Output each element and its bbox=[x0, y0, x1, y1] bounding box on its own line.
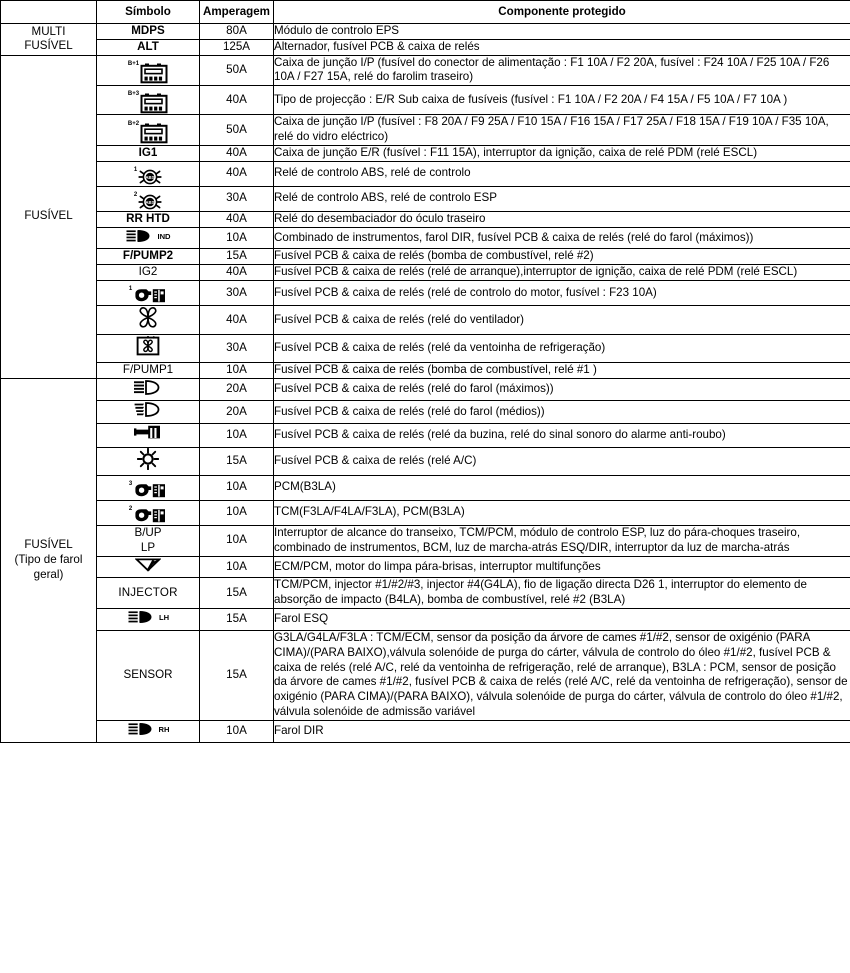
symbol-superscript: B+2 bbox=[127, 121, 140, 128]
symbol-cell bbox=[97, 401, 200, 424]
symbol-cell bbox=[97, 334, 200, 362]
cooling-fan-icon bbox=[136, 335, 160, 357]
amperage-cell: 10A bbox=[200, 720, 274, 742]
amperage-cell: 40A bbox=[200, 86, 274, 115]
symbol-cell bbox=[97, 161, 200, 186]
symbol-cell bbox=[97, 378, 200, 401]
table-row bbox=[1, 227, 850, 249]
symbol-cell: IG2 bbox=[97, 265, 200, 281]
headlamp-icon bbox=[125, 228, 155, 244]
component-cell: Relé de controlo ABS, relé de controlo ESP bbox=[274, 186, 850, 211]
table-row bbox=[1, 334, 850, 362]
component-cell: Caixa de junção I/P (fusível : F8 20A / F9 25A / F10 15A / F16 15A / F17 25A / F18 15A / F19 10A / F35 10A, relé do vidro eléctrico) bbox=[274, 115, 850, 146]
cooling-fan-icon bbox=[136, 335, 160, 357]
symbol-superscript: B+3 bbox=[127, 91, 140, 98]
component-cell: G3LA/G4LA/F3LA : TCM/ECM, sensor da posição da árvore de cames #1/#2, sensor de oxigénio (PARA CIMA)/(PARA BAIXO),válvula solenóide de purga do cárter, válvula de controlo do óleo #1/#2, fusível PCB & caixa de relés (relé A/C, relé da ventoinha de refrigeração, relé de arranque), B3LA : PCM, sensor de posição da árvore de cames #1/#2, fusível PCB & caixa de relés (relé A/C, relé da ventoinha de refrigeração), sensor de oxigénio (PARA CIMA)/(PARA BAIXO), válvula solenóide de purga do cárter, válvula de controlo do óleo #1/#2, válvula solenóide de admissão variável bbox=[274, 630, 850, 720]
high-beam-icon bbox=[132, 379, 164, 396]
table-row bbox=[1, 401, 850, 424]
amperage-cell: 10A bbox=[200, 556, 274, 578]
component-cell: Fusível PCB & caixa de relés (relé da ventoinha de refrigeração) bbox=[274, 334, 850, 362]
symbol-cell bbox=[97, 720, 200, 742]
battery-icon bbox=[128, 62, 168, 84]
component-cell: Fusível PCB & caixa de relés (relé do farol (máximos)) bbox=[274, 378, 850, 401]
battery-icon bbox=[128, 92, 168, 114]
amperage-cell: 15A bbox=[200, 630, 274, 720]
symbol-cell bbox=[97, 609, 200, 631]
symbol-cell bbox=[97, 448, 200, 476]
table-row bbox=[1, 525, 850, 556]
table-row bbox=[1, 161, 850, 186]
table-row bbox=[1, 211, 850, 227]
high-beam-icon bbox=[132, 379, 164, 396]
headlamp-icon bbox=[127, 609, 169, 625]
component-cell: PCM(B3LA) bbox=[274, 475, 850, 500]
component-cell: Relé de controlo ABS, relé de controlo bbox=[274, 161, 850, 186]
abs-icon bbox=[138, 193, 162, 211]
section-label: FUSÍVEL bbox=[1, 55, 97, 378]
amperage-cell: 40A bbox=[200, 306, 274, 335]
component-cell: Interruptor de alcance do transeixo, TCM/PCM, módulo de controlo ESP, luz do pára-choques traseiro, combinado de instrumentos, BCM, luz de marcha-atrás ESQ/DIR, interruptor da luz de marcha-atrás bbox=[274, 525, 850, 556]
component-cell: Fusível PCB & caixa de relés (relé de controlo do motor, fusível : F23 10A) bbox=[274, 281, 850, 306]
headlamp-icon bbox=[125, 228, 170, 244]
symbol-superscript: 3 bbox=[128, 480, 133, 487]
component-cell: Relé do desembaciador do óculo traseiro bbox=[274, 211, 850, 227]
header-component: Componente protegido bbox=[274, 1, 850, 24]
table-row bbox=[1, 86, 850, 115]
amperage-cell: 50A bbox=[200, 115, 274, 146]
battery-icon bbox=[140, 62, 168, 84]
engine-control-icon bbox=[129, 482, 167, 500]
horn-icon bbox=[133, 424, 163, 442]
component-cell: Caixa de junção I/P (fusível do conector de alimentação : F1 10A / F2 20A, fusível : F24 10A / F25 10A / F26 10A / F27 15A, relé do farolim traseiro) bbox=[274, 55, 850, 86]
table-row bbox=[1, 265, 850, 281]
windshield-wiper-icon bbox=[135, 557, 161, 573]
table-row bbox=[1, 720, 850, 742]
table-row bbox=[1, 145, 850, 161]
abs-icon bbox=[134, 168, 162, 186]
engine-control-icon bbox=[129, 287, 167, 305]
low-beam-icon bbox=[132, 401, 164, 418]
symbol-cell bbox=[97, 500, 200, 525]
component-cell: Farol ESQ bbox=[274, 609, 850, 631]
symbol-cell bbox=[97, 186, 200, 211]
battery-icon bbox=[128, 122, 168, 144]
symbol-cell bbox=[97, 227, 200, 249]
headlamp-icon bbox=[127, 721, 170, 737]
section-label: FUSÍVEL (Tipo de farol geral) bbox=[1, 378, 97, 742]
symbol-cell: IG1 bbox=[97, 145, 200, 161]
svg-text:ABS: ABS bbox=[145, 199, 155, 205]
symbol-superscript: 2 bbox=[133, 191, 138, 198]
symbol-suffix: LH bbox=[158, 613, 170, 623]
component-cell: Fusível PCB & caixa de relés (relé do farol (médios)) bbox=[274, 401, 850, 424]
symbol-cell bbox=[97, 115, 200, 146]
symbol-cell bbox=[97, 281, 200, 306]
symbol-cell: F/PUMP1 bbox=[97, 362, 200, 378]
battery-icon bbox=[140, 122, 168, 144]
amperage-cell: 10A bbox=[200, 500, 274, 525]
component-cell: Combinado de instrumentos, farol DIR, fusível PCB & caixa de relés (relé do farol (máximos)) bbox=[274, 227, 850, 249]
table-row bbox=[1, 249, 850, 265]
symbol-cell bbox=[97, 86, 200, 115]
amperage-cell: 125A bbox=[200, 39, 274, 55]
symbol-superscript: 2 bbox=[128, 505, 133, 512]
amperage-cell: 10A bbox=[200, 424, 274, 448]
blower-fan-icon bbox=[136, 306, 160, 329]
low-beam-icon bbox=[132, 401, 164, 418]
component-cell: Módulo de controlo EPS bbox=[274, 24, 850, 40]
header-row bbox=[1, 1, 850, 24]
table-row bbox=[1, 556, 850, 578]
amperage-cell: 40A bbox=[200, 161, 274, 186]
amperage-cell: 30A bbox=[200, 186, 274, 211]
amperage-cell: 10A bbox=[200, 475, 274, 500]
amperage-cell: 50A bbox=[200, 55, 274, 86]
table-row bbox=[1, 24, 850, 40]
amperage-cell: 30A bbox=[200, 281, 274, 306]
component-cell: Fusível PCB & caixa de relés (relé do ventilador) bbox=[274, 306, 850, 335]
air-conditioning-icon bbox=[137, 448, 159, 470]
engine-control-icon bbox=[133, 507, 167, 525]
header-symbol: Símbolo bbox=[97, 1, 200, 24]
symbol-cell bbox=[97, 55, 200, 86]
abs-icon bbox=[138, 168, 162, 186]
component-cell: Farol DIR bbox=[274, 720, 850, 742]
air-conditioning-icon bbox=[137, 448, 159, 470]
component-cell: Caixa de junção E/R (fusível : F11 15A), interruptor da ignição, caixa de relé PDM (relé ESCL) bbox=[274, 145, 850, 161]
table-body bbox=[1, 24, 850, 743]
abs-icon bbox=[134, 193, 162, 211]
headlamp-icon bbox=[127, 609, 157, 625]
table-row bbox=[1, 362, 850, 378]
amperage-cell: 30A bbox=[200, 334, 274, 362]
header-amperage: Amperagem bbox=[200, 1, 274, 24]
svg-text:ABS: ABS bbox=[145, 174, 155, 180]
symbol-cell: ALT bbox=[97, 39, 200, 55]
amperage-cell: 20A bbox=[200, 401, 274, 424]
component-cell: TCM(F3LA/F4LA/F3LA), PCM(B3LA) bbox=[274, 500, 850, 525]
headlamp-icon bbox=[127, 721, 157, 737]
table-row bbox=[1, 500, 850, 525]
component-cell: Alternador, fusível PCB & caixa de relés bbox=[274, 39, 850, 55]
symbol-cell: INJECTOR bbox=[97, 578, 200, 609]
symbol-cell bbox=[97, 556, 200, 578]
amperage-cell: 15A bbox=[200, 448, 274, 476]
table-row bbox=[1, 578, 850, 609]
table-row bbox=[1, 630, 850, 720]
symbol-suffix: RH bbox=[158, 725, 170, 735]
table-row bbox=[1, 475, 850, 500]
symbol-superscript: 1 bbox=[133, 166, 138, 173]
table-header bbox=[1, 1, 850, 24]
amperage-cell: 20A bbox=[200, 378, 274, 401]
battery-icon bbox=[140, 92, 168, 114]
section-label: MULTI FUSÍVEL bbox=[1, 24, 97, 56]
symbol-cell: MDPS bbox=[97, 24, 200, 40]
component-cell: Fusível PCB & caixa de relés (relé da buzina, relé do sinal sonoro do alarme anti-roubo) bbox=[274, 424, 850, 448]
component-cell: ECM/PCM, motor do limpa pára-brisas, interruptor multifunções bbox=[274, 556, 850, 578]
amperage-cell: 15A bbox=[200, 249, 274, 265]
horn-icon bbox=[133, 424, 163, 442]
table-row bbox=[1, 424, 850, 448]
amperage-cell: 40A bbox=[200, 145, 274, 161]
symbol-cell: F/PUMP2 bbox=[97, 249, 200, 265]
symbol-cell: RR HTD bbox=[97, 211, 200, 227]
engine-control-icon bbox=[129, 507, 167, 525]
amperage-cell: 80A bbox=[200, 24, 274, 40]
table-row bbox=[1, 306, 850, 335]
component-cell: Tipo de projecção : E/R Sub caixa de fusíveis (fusível : F1 10A / F2 20A / F4 15A / F5 10A / F7 10A ) bbox=[274, 86, 850, 115]
table-row bbox=[1, 115, 850, 146]
symbol-cell: SENSOR bbox=[97, 630, 200, 720]
amperage-cell: 15A bbox=[200, 609, 274, 631]
amperage-cell: 40A bbox=[200, 265, 274, 281]
component-cell: Fusível PCB & caixa de relés (relé de arranque),interruptor de ignição, caixa de relé PDM (relé ESCL) bbox=[274, 265, 850, 281]
symbol-cell bbox=[97, 306, 200, 335]
symbol-cell bbox=[97, 424, 200, 448]
symbol-suffix: IND bbox=[157, 232, 171, 242]
amperage-cell: 40A bbox=[200, 211, 274, 227]
symbol-superscript: B+1 bbox=[127, 61, 140, 68]
table-row bbox=[1, 378, 850, 401]
amperage-cell: 15A bbox=[200, 578, 274, 609]
amperage-cell: 10A bbox=[200, 362, 274, 378]
table-row bbox=[1, 39, 850, 55]
amperage-cell: 10A bbox=[200, 525, 274, 556]
windshield-wiper-icon bbox=[135, 557, 161, 573]
amperage-cell: 10A bbox=[200, 227, 274, 249]
table-row bbox=[1, 55, 850, 86]
component-cell: Fusível PCB & caixa de relés (bomba de combustível, relé #2) bbox=[274, 249, 850, 265]
table-row bbox=[1, 281, 850, 306]
engine-control-icon bbox=[133, 482, 167, 500]
component-cell: TCM/PCM, injector #1/#2/#3, injector #4(G4LA), fio de ligação directa D26 1, interruptor do elemento de absorção de impacto (B4LA), bomba de combustível, relé #2 (B3LA) bbox=[274, 578, 850, 609]
table-row bbox=[1, 186, 850, 211]
table-row bbox=[1, 448, 850, 476]
engine-control-icon bbox=[133, 287, 167, 305]
component-cell: Fusível PCB & caixa de relés (bomba de combustível, relé #1 ) bbox=[274, 362, 850, 378]
blower-fan-icon bbox=[136, 306, 160, 329]
symbol-superscript: 1 bbox=[128, 286, 133, 293]
component-cell: Fusível PCB & caixa de relés (relé A/C) bbox=[274, 448, 850, 476]
symbol-cell: B/UP LP bbox=[97, 525, 200, 556]
header-section bbox=[1, 1, 97, 24]
symbol-cell bbox=[97, 475, 200, 500]
table-row bbox=[1, 609, 850, 631]
